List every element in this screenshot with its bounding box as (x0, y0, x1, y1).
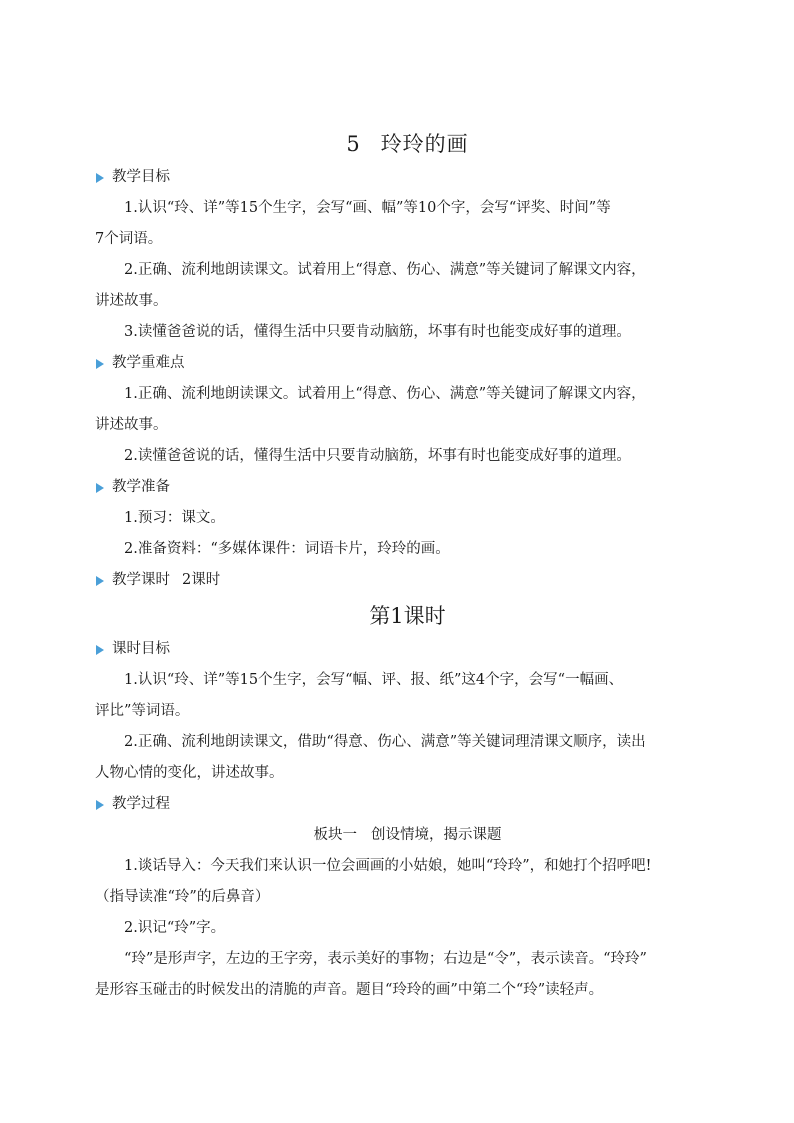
section-heading-process: 教学过程 (95, 789, 720, 820)
document-content (95, 128, 720, 1006)
section-heading-goals: 教学目标 (95, 162, 720, 193)
prep-item-1: 1.预习：课文。 (124, 510, 225, 526)
process-item-1-line-2: （指导读准“玲”的后鼻音） (95, 889, 270, 905)
triangle-bullet-icon (96, 173, 104, 183)
key-points-item-1-line-2: 讲述故事。 (95, 417, 168, 433)
goals-item-2-line-2: 讲述故事。 (95, 293, 168, 309)
triangle-bullet-icon (96, 645, 104, 655)
block-title: 创设情境，揭示课题 (371, 827, 502, 843)
process-item-3-line-2: 是形容玉碰击的时候发出的清脆的声音。题目“玲玲的画”中第二个“玲”读轻声。 (95, 982, 604, 998)
lesson-title (95, 128, 720, 160)
period-goals-item-1-line-1: 1.认识“玲、详”等15个生字，会写“幅、评、报、纸”这4个字，会写“一幅画、 (124, 672, 624, 688)
section-heading-key-points: 教学重难点 (95, 348, 720, 379)
hours-value: 2课时 (182, 572, 221, 588)
process-item-2: 2.识记“玲”字。 (124, 920, 226, 936)
triangle-bullet-icon (96, 483, 104, 493)
process-item-1-line-1: 1.谈话导入：今天我们来认识一位会画画的小姑娘，她叫“玲玲”，和她打个招呼吧! (124, 858, 652, 874)
prep-item-2: 2.准备资料：“多媒体课件：词语卡片，玲玲的画。 (124, 541, 450, 557)
period-goals-item-2-line-1: 2.正确、流利地朗读课文，借助“得意、伤心、满意”等关键词理清课文顺序，读出 (124, 734, 646, 750)
section-heading-hours: 教学课时 2课时 (95, 565, 720, 596)
period-goals-item-2-line-2: 人物心情的变化，讲述故事。 (95, 765, 284, 781)
block-heading (95, 820, 720, 851)
goals-item-3: 3.读懂爸爸说的话，懂得生活中只要肯动脑筋，坏事有时也能变成好事的道理。 (124, 324, 631, 340)
goals-item-1-line-1: 1.认识“玲、详”等15个生字，会写“画、幅”等10个字，会写“评奖、时间”等 (124, 200, 611, 216)
key-points-item-1-line-1: 1.正确、流利地朗读课文。试着用上“得意、伤心、满意”等关键词了解课文内容， (124, 386, 646, 402)
triangle-bullet-icon (96, 359, 104, 369)
period-goals-item-1-line-2: 评比”等词语。 (95, 703, 190, 719)
process-item-3-line-1: “玲”是形声字，左边的王字旁，表示美好的事物；右边是“令”，表示读音。“玲玲” (124, 951, 647, 967)
lesson-title-text: 玲玲的画 (380, 132, 469, 156)
key-points-item-2: 2.读懂爸爸说的话，懂得生活中只要肯动脑筋，坏事有时也能变成好事的道理。 (124, 448, 631, 464)
goals-item-2-line-1: 2.正确、流利地朗读课文。试着用上“得意、伤心、满意”等关键词了解课文内容， (124, 262, 646, 278)
goals-item-1-line-2: 7个词语。 (95, 231, 163, 247)
block-label: 板块一 (313, 827, 357, 843)
triangle-bullet-icon (96, 576, 104, 586)
period-title: 第1课时 (369, 604, 446, 628)
section-heading-prep: 教学准备 (95, 472, 720, 503)
lesson-number: 5 (346, 132, 361, 156)
section-heading-period-goals: 课时目标 (95, 634, 720, 665)
triangle-bullet-icon (96, 800, 104, 810)
